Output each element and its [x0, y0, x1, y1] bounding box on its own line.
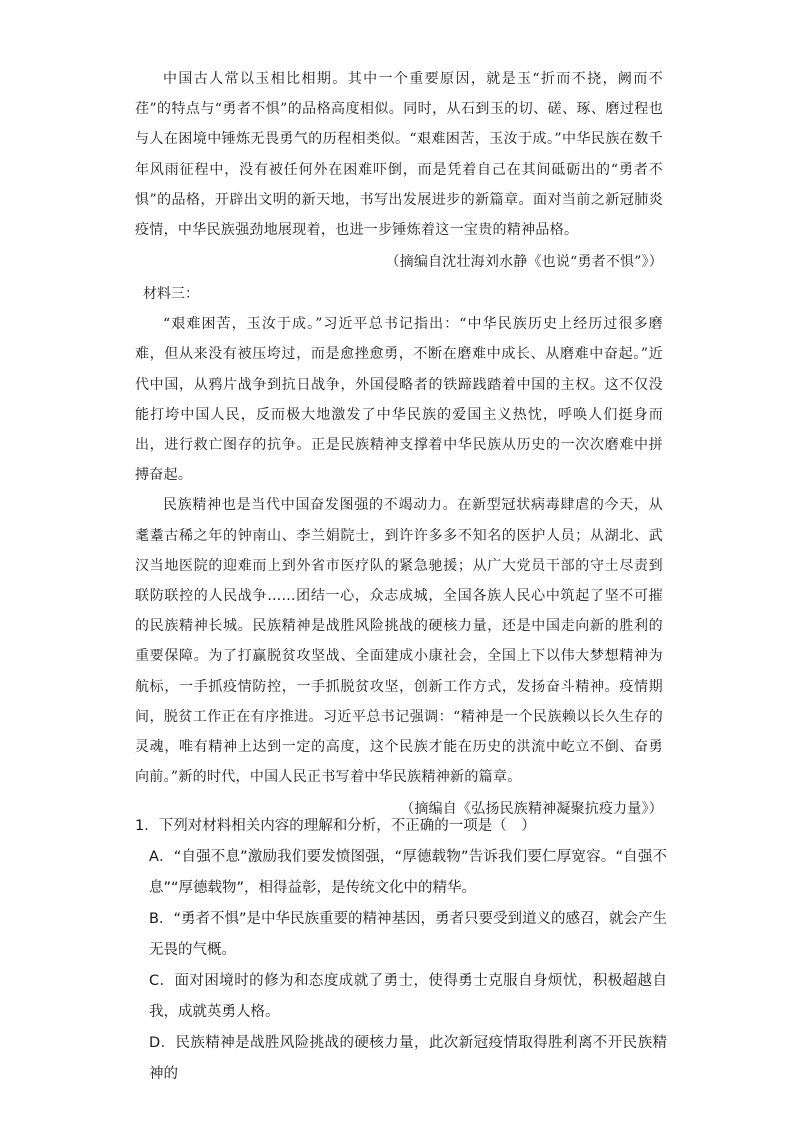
option-d: D．民族精神是战胜风险挑战的硬核力量，此次新冠疫情取得胜利离不开民族精神的	[149, 1035, 667, 1082]
question-1	[135, 812, 667, 1090]
option-a: A．“自强不息”激励我们要发愤图强，“厚德载物”告诉我们要仁厚宽容。“自强不息”“厚德载物”，相得益彰，是传统文化中的精华。	[149, 849, 667, 896]
material2-paragraph: 中国古人常以玉相比相期。其中一个重要原因，就是玉“折而不挠，阙而不荏”的特点与“勇者不惧”的品格高度相似。同时，从石到玉的切、磋、琢、磨过程也与人在困境中锤炼无畏勇气的历程相类似。“艰难困苦，玉汝于成。”中华民族在数千年风雨征程中，没有被任何外在困难吓倒，而是凭着自己在其间砥砺出的“勇者不惧”的品格，开辟出文明的新天地，书写出发展进步的新篇章。面对当前之新冠肺炎疫情，中华民族强劲地展现着，也进一步锤炼着这一宝贵的精神品格。	[135, 71, 663, 239]
material3-source: （摘编自《弘扬民族精神凝聚抗疫力量》）	[400, 801, 663, 818]
material3-paragraph-2: 民族精神也是当代中国奋发图强的不竭动力。在新型冠状病毒肆虐的今天，从耄耋古稀之年的钟南山、李兰娟院士，到许许多多不知名的医护人员；从湖北、武汉当地医院的迎难而上到外省市医疗队的紧急驰援；从广大党员干部的守土尽责到联防联控的人民战争……团结一心，众志成城，全国各族人民心中筑起了坚不可摧的民族精神长城。民族精神是战胜风险挑战的硬核力量，还是中国走向新的胜利的重要保障。为了打赢脱贫攻坚战、全面建成小康社会，全国上下以伟大梦想精神为航标，一手抓疫情防控，一手抓脱贫攻坚，创新工作方式，发扬奋斗精神。疫情期间，脱贫工作正在有序推进。习近平总书记强调：“精神是一个民族赖以长久生存的灵魂，唯有精神上达到一定的高度，这个民族才能在历史的洪流中屹立不倒、奋勇向前。”新的时代，中国人民正书写着中华民族精神新的篇章。	[135, 497, 663, 786]
reading-materials	[135, 64, 663, 824]
material3-paragraph-1: “艰难困苦，玉汝于成。”习近平总书记指出：“中华民族历史上经历过很多磨难，但从来没有被压垮过，而是愈挫愈勇，不断在磨难中成长、从磨难中奋起。”近代中国，从鸦片战争到抗日战争，外国侵略者的铁蹄践踏着中国的主权。这不仅没能打垮中国人民，反而极大地激发了中华民族的爱国主义热忱，呼唤人们挺身而出，进行救亡图存的抗争。正是民族精神支撑着中华民族从历史的一次次磨难中拼搏奋起。	[135, 316, 663, 484]
material2-source: （摘编自沈壮海刘水静《也说“勇者不惧”》）	[385, 254, 663, 271]
material3-label: 材料三：	[143, 286, 199, 303]
option-c: C．面对困境时的修为和态度成就了勇士，使得勇士克服自身烦忧，积极超越自我，成就英勇人格。	[149, 973, 667, 1020]
option-b: B．“勇者不惧”是中华民族重要的精神基因，勇者只要受到道义的感召，就会产生无畏的气概。	[149, 911, 667, 958]
question-stem: 1．下列对材料相关内容的理解和分析，不正确的一项是（ ）	[135, 818, 536, 834]
